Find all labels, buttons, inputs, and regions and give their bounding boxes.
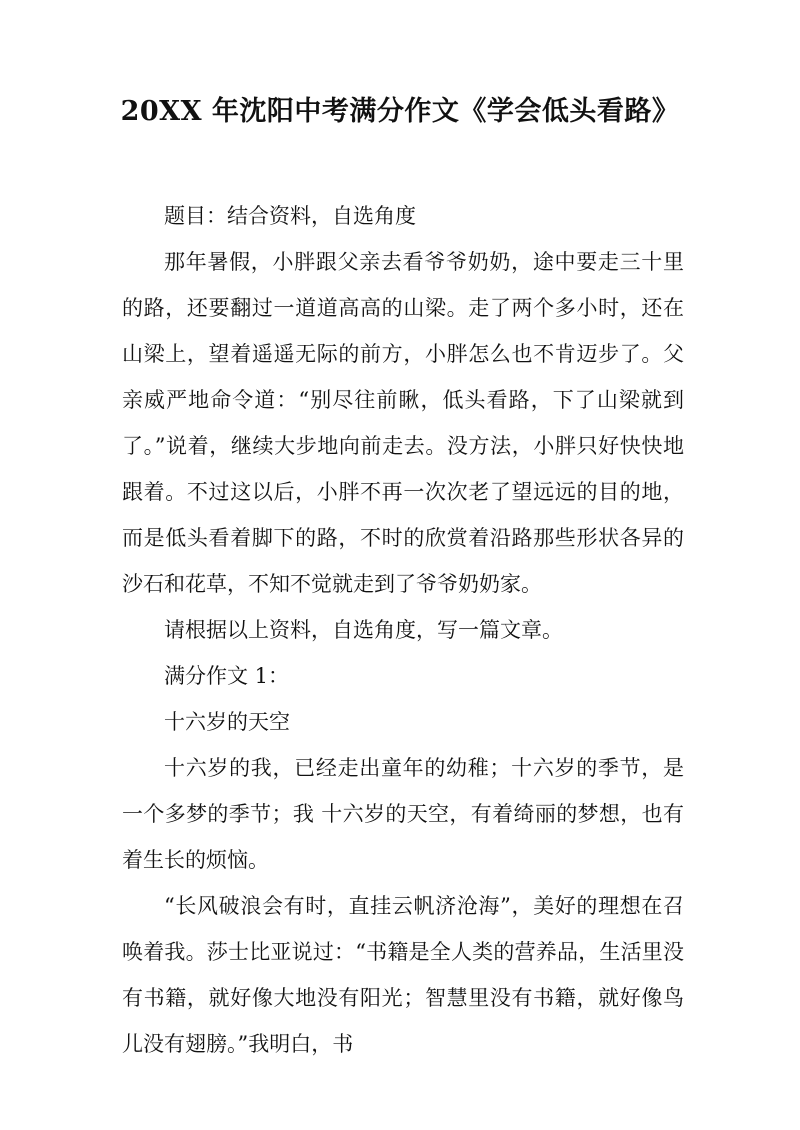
paragraph: “长风破浪会有时，直挂云帆济沧海”，美好的理想在召唤着我。莎士比亚说过：“书籍是全人类的营养品，生活里没有书籍，就好像大地没有阳光；智慧里没有书籍，就好像鸟儿没有翅膀。”我明白，书 xyxy=(122,894,684,1056)
paragraph: 满分作文 1： xyxy=(164,664,290,688)
paragraph: 那年暑假，小胖跟父亲去看爷爷奶奶，途中要走三十里的路，还要翻过一道道高高的山梁。走了两个多小时，还在山梁上，望着遥遥无际的前方，小胖怎么也不肯迈步了。父亲威严地命令道：“别尽往前瞅，低头看路，下了山梁就到了。”说着，继续大步地向前走去。没方法，小胖只好快快地跟着。不过这以后，小胖不再一次次老了望远远的目的地，而是低头看着脚下的路，不时的欣赏着沿路那些形状各异的沙石和花草，不知不觉就走到了爷爷奶奶家。 xyxy=(122,250,684,596)
paragraph: 十六岁的我，已经走出童年的幼稚；十六岁的季节，是一个多梦的季节；我 十六岁的天空，有着绮丽的梦想，也有着生长的烦恼。 xyxy=(122,756,684,872)
paragraph: 请根据以上资料，自选角度，写一篇文章。 xyxy=(164,618,563,642)
document-title: 20XX 年沈阳中考满分作文《学会低头看路》 xyxy=(120,96,680,127)
document-body xyxy=(122,193,684,1067)
paragraph: 十六岁的天空 xyxy=(164,710,290,734)
paragraph: 题目：结合资料，自选角度 xyxy=(164,204,416,228)
